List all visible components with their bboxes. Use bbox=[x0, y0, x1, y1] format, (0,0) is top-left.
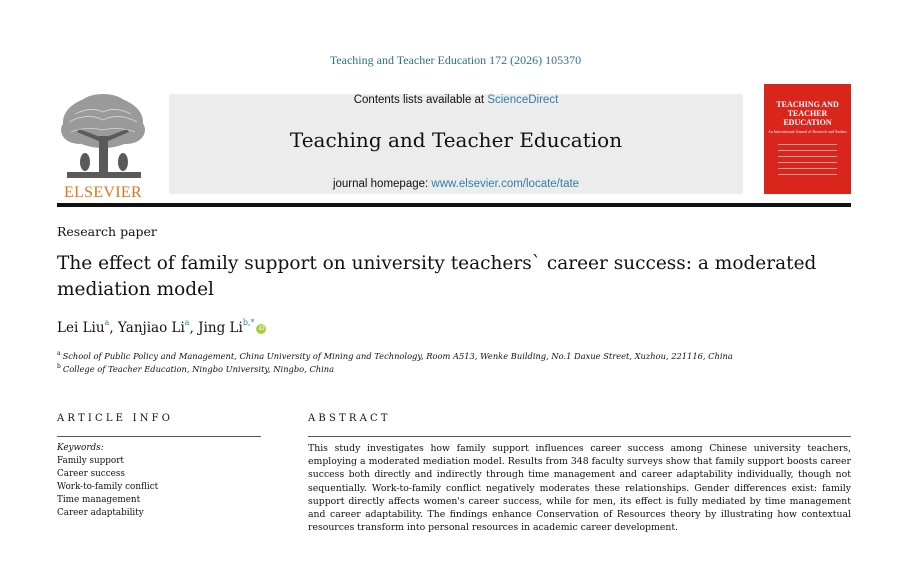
contents-prefix: Contents lists available at bbox=[353, 94, 488, 106]
abstract-heading: ABSTRACT bbox=[308, 413, 391, 424]
journal-name: Teaching and Teacher Education bbox=[289, 128, 623, 152]
elsevier-wordmark: ELSEVIER bbox=[64, 184, 142, 201]
header-divider bbox=[57, 203, 851, 207]
journal-citation[interactable]: Teaching and Teacher Education 172 (2026) 105370 bbox=[329, 53, 582, 67]
affiliation-text: School of Public Policy and Management, China University of Mining and Technology, Room A513, Wenke Building, No.1 Daxue Street, Xuzhou, 221116, China bbox=[62, 351, 733, 361]
author-name[interactable]: Lei Liu bbox=[57, 320, 105, 336]
author-affiliation-mark[interactable]: a bbox=[184, 318, 190, 327]
author-affiliation-mark[interactable]: a bbox=[104, 318, 110, 327]
affiliation-a bbox=[57, 350, 733, 361]
elsevier-tree-icon bbox=[57, 92, 149, 182]
author-name[interactable]: Yanjiao Li bbox=[117, 320, 185, 336]
keyword-item: Career adaptability bbox=[57, 508, 144, 518]
homepage-prefix: journal homepage: bbox=[332, 178, 432, 190]
keywords-block bbox=[57, 442, 158, 520]
keyword-item: Work-to-family conflict bbox=[57, 482, 159, 492]
article-info-heading: ARTICLE INFO bbox=[57, 413, 174, 424]
keyword-item: Family support bbox=[57, 456, 124, 466]
keyword-item: Career success bbox=[57, 469, 125, 479]
article-type: Research paper bbox=[57, 224, 157, 239]
orcid-icon[interactable]: iD bbox=[258, 325, 265, 332]
homepage-line bbox=[169, 178, 743, 190]
contents-line bbox=[169, 94, 743, 106]
author-separator: , bbox=[189, 320, 199, 336]
affiliation-mark: a bbox=[57, 350, 61, 357]
cover-title: TEACHING AND TEACHER EDUCATION bbox=[776, 100, 839, 127]
journal-cover-thumbnail[interactable] bbox=[764, 84, 851, 194]
keyword-item: Time management bbox=[57, 495, 141, 505]
journal-header bbox=[57, 84, 851, 201]
affiliation-mark: b bbox=[57, 363, 61, 370]
author-name[interactable]: Jing Li bbox=[198, 320, 243, 336]
author-separator: , bbox=[109, 320, 118, 336]
elsevier-logo[interactable] bbox=[57, 92, 149, 201]
abstract-rule bbox=[308, 436, 851, 437]
article-info-rule bbox=[57, 436, 261, 437]
cover-subtitle: An International Journal of Research and Studies bbox=[768, 129, 847, 134]
journal-homepage-link[interactable]: www.elsevier.com/locate/tate bbox=[431, 178, 580, 190]
affiliation-b bbox=[57, 363, 334, 374]
cover-decoration bbox=[778, 144, 837, 180]
abstract-text: This study investigates how family support influences career success among Chinese university teachers, employing a moderated mediation model. Results from 348 faculty surveys show that family support boosts career success both directly and indirectly through time management and career adaptability individually, though not sequentially. Work-to-family conflict negatively moderates these relationships. Gender differences exist: family support directly affects women's career success, while for men, its effect is fully mediated by time management and career adaptability. The findings enhance Conservation of Resources theory by illustrating how contextual resources transform into personal resources in academic career development. bbox=[308, 443, 851, 534]
sciencedirect-link[interactable]: ScienceDirect bbox=[487, 94, 559, 106]
keywords-label: Keywords: bbox=[57, 443, 104, 453]
affiliation-text: College of Teacher Education, Ningbo University, Ningbo, China bbox=[62, 364, 335, 374]
article-title: The effect of family support on university teachers` career success: a moderated mediation model bbox=[57, 253, 817, 300]
journal-banner bbox=[169, 94, 743, 194]
author-list bbox=[57, 318, 266, 336]
author-affiliation-mark[interactable]: b,* bbox=[242, 318, 255, 327]
